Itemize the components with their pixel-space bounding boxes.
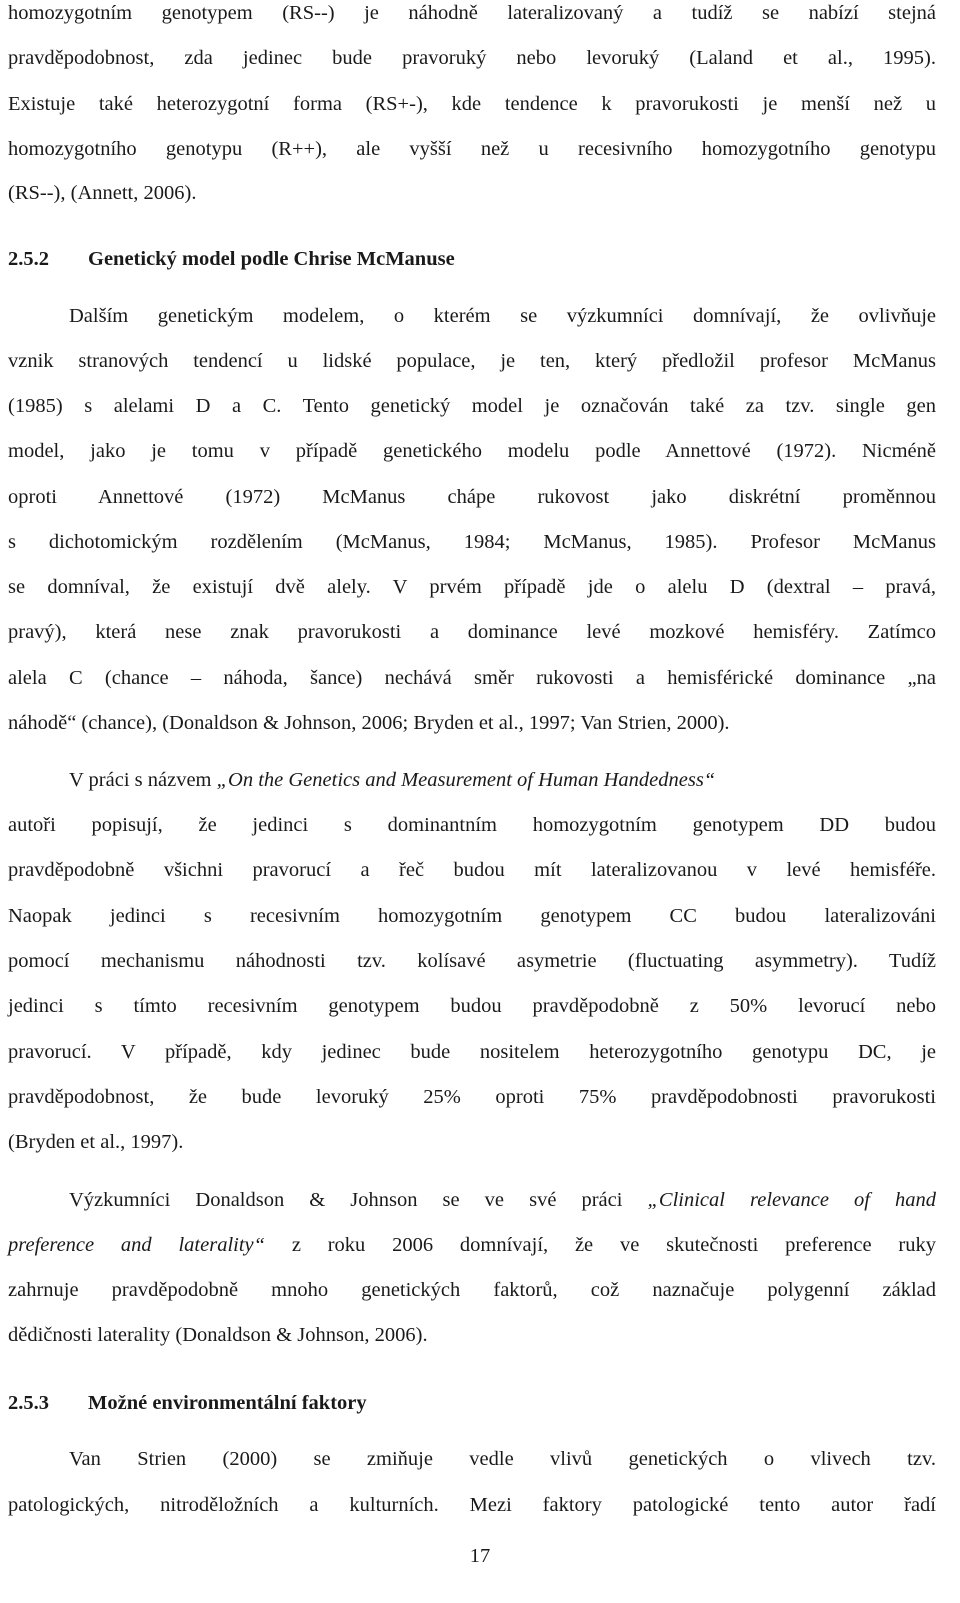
work-title: preference and laterality“ xyxy=(8,1234,266,1256)
text-run: Výzkumníci Donaldson & Johnson se ve své práci xyxy=(69,1189,648,1211)
section-heading-253 xyxy=(8,1390,367,1416)
text-line: pravděpodobnost, že bude levoruký 25% oproti 75% pravděpodobnosti pravorukosti xyxy=(8,1086,936,1108)
text-line: Van Strien (2000) se zmiňuje vedle vlivů genetických o vlivech tzv. xyxy=(69,1448,936,1470)
text-line: (1985) s alelami D a C. Tento genetický model je označován také za tzv. single gen xyxy=(8,395,936,417)
text-line: pravděpodobnost, zda jedinec bude pravoruký nebo levoruký (Laland et al., 1995). xyxy=(8,47,936,69)
text-line xyxy=(69,1187,936,1213)
text-run: V práci s názvem xyxy=(69,769,217,791)
text-line: zahrnuje pravděpodobně mnoho genetických faktorů, což naznačuje polygenní základ xyxy=(8,1279,936,1301)
text-line: s dichotomickým rozdělením (McManus, 1984; McManus, 1985). Profesor McManus xyxy=(8,531,936,553)
text-line: vznik stranových tendencí u lidské populace, je ten, který předložil profesor McManus xyxy=(8,350,936,372)
section-number: 2.5.3 xyxy=(8,1392,49,1414)
text-line: jedinci s tímto recesivním genotypem budou pravděpodobně z 50% levorucí nebo xyxy=(8,995,936,1017)
section-number: 2.5.2 xyxy=(8,248,49,270)
text-line: pomocí mechanismu náhodnosti tzv. kolísavé asymetrie (fluctuating asymmetry). Tudíž xyxy=(8,950,936,972)
text-line: pravý), která nese znak pravorukosti a dominance levé mozkové hemisféry. Zatímco xyxy=(8,621,936,643)
section-title: Možné environmentální faktory xyxy=(88,1392,367,1414)
text-line: alela C (chance – náhoda, šance) nechává směr rukovosti a hemisférické dominance „na xyxy=(8,667,936,689)
text-run: z roku 2006 domnívají, že ve skutečnosti preference ruky xyxy=(265,1234,936,1256)
text-line: Dalším genetickým modelem, o kterém se výzkumníci domnívají, že ovlivňuje xyxy=(69,305,936,327)
work-title: „On the Genetics and Measurement of Human Handedness“ xyxy=(216,769,716,791)
text-line: náhodě“ (chance), (Donaldson & Johnson, 2006; Bryden et al., 1997; Van Strien, 2000). xyxy=(8,712,730,734)
text-line: Naopak jedinci s recesivním homozygotním genotypem CC budou lateralizováni xyxy=(8,905,936,927)
text-line: patologických, nitroděložních a kulturních. Mezi faktory patologické tento autor řadí xyxy=(8,1494,936,1516)
text-line: (Bryden et al., 1997). xyxy=(8,1131,184,1153)
section-heading-252 xyxy=(8,246,455,272)
text-line: dědičnosti laterality (Donaldson & Johnson, 2006). xyxy=(8,1324,428,1346)
text-line: pravděpodobně všichni pravorucí a řeč budou mít lateralizovanou v levé hemisféře. xyxy=(8,859,936,881)
text-line: oproti Annettové (1972) McManus chápe rukovost jako diskrétní proměnnou xyxy=(8,486,936,508)
text-line: homozygotním genotypem (RS--) je náhodně lateralizovaný a tudíž se nabízí stejná xyxy=(8,2,936,24)
section-title: Genetický model podle Chrise McManuse xyxy=(88,248,455,270)
text-line: model, jako je tomu v případě genetického modelu podle Annettové (1972). Nicméně xyxy=(8,440,936,462)
text-line: (RS--), (Annett, 2006). xyxy=(8,182,197,204)
text-line: se domníval, že existují dvě alely. V prvém případě jde o alelu D (dextral – pravá, xyxy=(8,576,936,598)
text-line: homozygotního genotypu (R++), ale vyšší než u recesivního homozygotního genotypu xyxy=(8,138,936,160)
text-line xyxy=(8,1232,936,1258)
text-line: Existuje také heterozygotní forma (RS+-), kde tendence k pravorukosti je menší než u xyxy=(8,93,936,115)
text-line: autoři popisují, že jedinci s dominantním homozygotním genotypem DD budou xyxy=(8,814,936,836)
text-line: pravorucí. V případě, kdy jedinec bude nositelem heterozygotního genotypu DC, je xyxy=(8,1041,936,1063)
text-line xyxy=(69,767,936,793)
page-number: 17 xyxy=(469,1545,491,1567)
work-title: „Clinical relevance of hand xyxy=(647,1189,936,1211)
